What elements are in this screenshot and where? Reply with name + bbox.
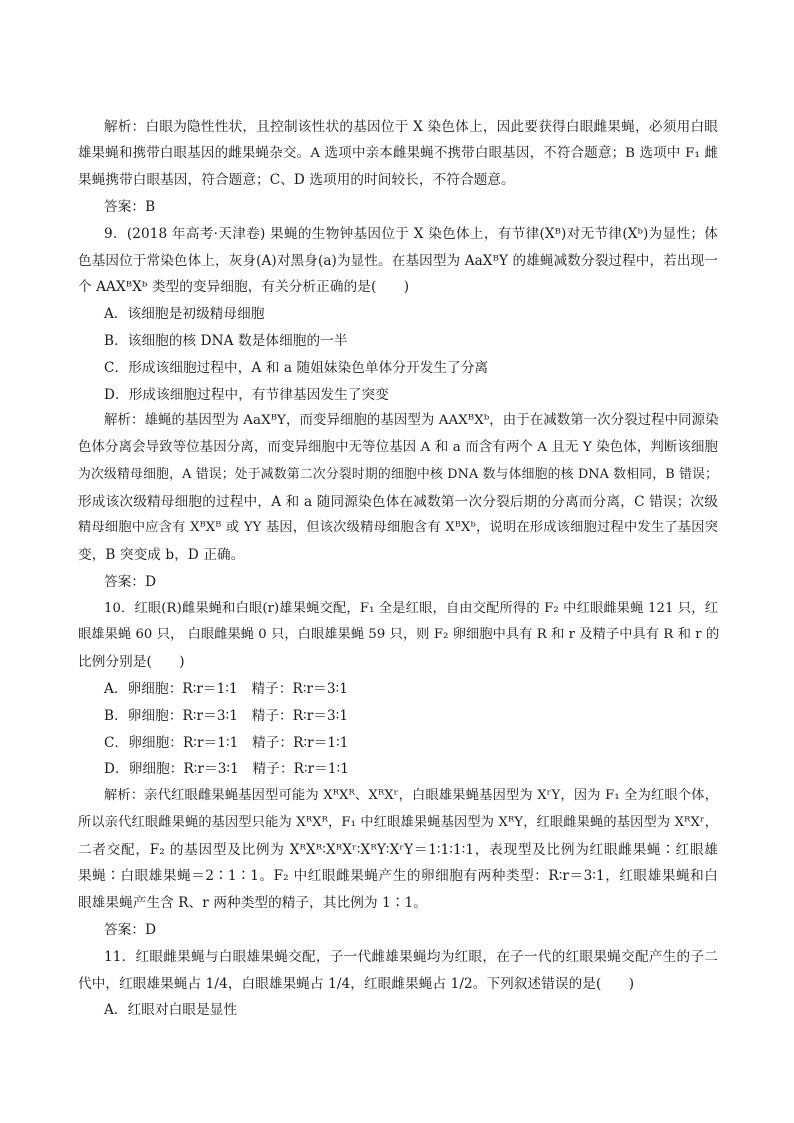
q9-analysis-line-1: 解析：雄蝇的基因型为 AaXᴮY，而变异细胞的基因型为 AAXᴮXᵇ，由于在减数第一次分裂过程中同源染 [104, 413, 719, 428]
q11-option-a: A．红眼对白眼是显性 [104, 1002, 238, 1018]
q9-option-c: C．形成该细胞过程中，A 和 a 随姐妹染色单体分开发生了分离 [104, 360, 489, 376]
q9-option-b: B．该细胞的核 DNA 数是体细胞的一半 [104, 333, 348, 349]
q10-stem-line-3: 比例分别是( ) [78, 654, 185, 670]
q9-analysis-line-3: 为次级精母细胞，A 错误；处于减数第二次分裂时期的细胞中核 DNA 数与体细胞的核 DNA 数相同，B 错误； [78, 467, 718, 482]
q11-stem-line-2: 代中，红眼雄果蝇占 1/4，白眼雄果蝇占 1/4，红眼雌果蝇占 1/2。下列叙述错误的是( ) [78, 976, 635, 992]
q11-stem-line-1: 11．红眼雌果蝇与白眼雄果蝇交配，子一代雌雄果蝇均为红眼，在子一代的红眼果蝇交配产生的子二 [104, 949, 718, 965]
q10-stem-line-2: 眼雄果蝇 60 只， 白眼雌果蝇 0 只，白眼雄果蝇 59 只，则 F₂ 卵细胞中具有 R 和 r 及精子中具有 R 和 r 的 [78, 627, 720, 642]
q8-analysis-line-1: 解析：白眼为隐性性状，且控制该性状的基因位于 X 染色体上，因此要获得白眼雌果蝇，必须用白眼 [104, 119, 718, 135]
q10-analysis-line-4: 果蝇∶白眼雄果蝇＝2∶1∶1。F₂ 中红眼雌果蝇产生的卵细胞有两种类型：R∶r＝3∶1，红眼雄果蝇和白 [78, 868, 718, 884]
q9-option-a: A．该细胞是初级精母细胞 [104, 306, 265, 322]
q9-analysis-line-5: 精母细胞中应含有 XᴮXᴮ 或 YY 基因，但该次级精母细胞含有 XᴮXᵇ，说明在形成该细胞过程中发生了基因突 [78, 520, 718, 535]
q9-answer: 答案：D [104, 574, 157, 590]
q9-analysis-line-4: 形成该次级精母细胞的过程中，A 和 a 随同源染色体在减数第一次分裂后期的分离而分离，C 错误；次级 [78, 494, 718, 510]
q9-stem-line-2: 色基因位于常染色体上，灰身(A)对黑身(a)为显性。在基因型为 AaXᴮY 的雄蝇减数分裂过程中，若出现一 [78, 253, 718, 269]
q10-analysis-line-3: 二者交配，F₂ 的基因型及比例为 XᴿXᴿ∶XᴿXʳ∶XᴿY∶XʳY＝1∶1∶1∶1，表现型及比例为红眼雌果蝇∶红眼雄 [78, 842, 718, 858]
q10-option-d: D．卵细胞：R∶r＝3∶1 精子：R∶r＝1∶1 [104, 761, 350, 777]
q9-analysis-line-6: 变，B 突变成 b，D 正确。 [78, 547, 245, 563]
q9-analysis-line-2: 色体分离会导致等位基因分离，而变异细胞中无等位基因 A 和 a 而含有两个 A 且无 Y 染色体，判断该细胞 [78, 440, 718, 455]
q10-analysis-line-2: 所以亲代红眼雌果蝇的基因型只能为 XᴿXᴿ，F₁ 中红眼雄果蝇基因型为 XᴿY，红眼雌果蝇的基因型为 XᴿXʳ， [78, 815, 718, 830]
q8-answer: 答案：B [104, 199, 156, 215]
q10-option-b: B．卵细胞：R∶r＝3∶1 精子：R∶r＝3∶1 [104, 708, 349, 724]
q10-analysis-line-5: 眼雄果蝇产生含 R、r 两种类型的精子，其比例为 1∶1。 [78, 895, 427, 911]
q8-analysis-line-2: 雄果蝇和携带白眼基因的雌果蝇杂交。A 选项中亲本雌果蝇不携带白眼基因，不符合题意；B 选项中 F₁ 雌 [78, 146, 718, 161]
q10-option-a: A．卵细胞：R∶r＝1∶1 精子：R∶r＝3∶1 [104, 681, 348, 697]
q9-option-d: D．形成该细胞过程中，有节律基因发生了突变 [104, 387, 389, 403]
q9-stem-line-1: 9．(2018 年高考·天津卷) 果蝇的生物钟基因位于 X 染色体上，有节律(Xᴮ)对无节律(Xᵇ)为显性；体 [104, 226, 718, 242]
q10-stem-line-1: 10．红眼(R)雌果蝇和白眼(r)雄果蝇交配，F₁ 全是红眼，自由交配所得的 F₂ 中红眼雌果蝇 121 只，红 [104, 601, 718, 616]
q10-analysis-line-1: 解析：亲代红眼雌果蝇基因型可能为 XᴿXᴿ、XᴿXʳ，白眼雄果蝇基因型为 XʳY，因为 F₁ 全为红眼个体， [104, 788, 718, 803]
q8-analysis-line-3: 果蝇携带白眼基因，符合题意；C、D 选项用的时间较长，不符合题意。 [78, 172, 515, 188]
q10-option-c: C．卵细胞：R∶r＝1∶1 精子：R∶r＝1∶1 [104, 735, 349, 751]
q10-answer: 答案：D [104, 922, 157, 938]
q9-stem-line-3: 个 AAXᴮXᵇ 类型的变异细胞，有关分析正确的是( ) [78, 279, 410, 295]
